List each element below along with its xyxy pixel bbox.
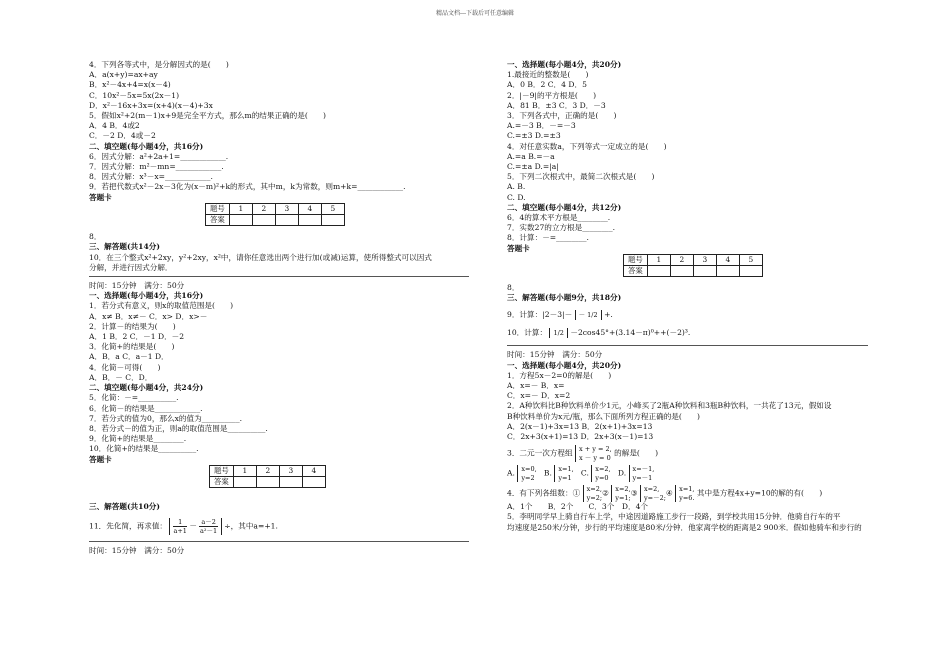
answer-card-title: 答题卡 xyxy=(89,192,112,202)
answer-line: 8． xyxy=(89,232,102,242)
option: C.=±a D.=|a| xyxy=(507,162,559,172)
fraction-group: $\frac{1}{a+1}$ － $\frac{a-2}{\text{a²－1}}$ xyxy=(169,518,221,535)
right-column xyxy=(507,60,887,533)
equation-system: x=2, y=1; xyxy=(611,485,630,502)
question-6: 6．化简－的结果是____________. xyxy=(89,403,203,413)
fraction: $\frac{a-2}{\text{a²－1}}$ xyxy=(200,518,218,536)
answer-line: 8． xyxy=(507,283,520,293)
answer-card-table xyxy=(205,203,345,226)
answer-cell[interactable] xyxy=(716,266,739,277)
section-heading: 三、解答题(每小题9分，共18分) xyxy=(507,293,622,303)
question-4: 4．下列各等式中，是分解因式的是( ) xyxy=(89,60,229,69)
answer-cell[interactable] xyxy=(321,215,344,226)
question-4: 4．化简－可得( ) xyxy=(89,362,161,372)
option: B．x²－4x+4=x(x－4) xyxy=(89,80,171,90)
answer-cell[interactable] xyxy=(229,215,252,226)
option: A.=a B.=－a xyxy=(507,151,555,161)
question-2-cont: B种饮料单价为x元/瓶，那么下面所列方程正确的是( ) xyxy=(507,411,701,421)
bracket-term: － 1/2 xyxy=(575,310,602,320)
table-header-cell: 5 xyxy=(321,203,344,214)
question-1: 1．若分式有意义，则x的取值范围是( ) xyxy=(89,301,234,311)
divider xyxy=(507,345,868,346)
table-row-label: 答案 xyxy=(206,215,230,226)
table-header-cell: 3 xyxy=(275,203,298,214)
option: A．0 B．2 C．4 D．5 xyxy=(507,80,587,90)
answer-cell[interactable] xyxy=(739,266,762,277)
question-5: 5．假如x²+2(m－1)x+9是完全平方式，那么m的结果正确的是( ) xyxy=(89,111,326,121)
question-3: 3．下列各式中，正确的是( ) xyxy=(507,111,617,121)
question-text: ÷，其中a=+1. xyxy=(224,521,278,531)
answer-cell[interactable] xyxy=(647,266,670,277)
question-6: 6．4的算术平方根是________. xyxy=(507,213,611,223)
table-header-cell: 4 xyxy=(302,465,325,476)
option: A．x≠ B．x≠－ C．x> D．x>－ xyxy=(89,311,208,321)
table-header-cell: 3 xyxy=(693,254,716,265)
equation-system: x=2, y=2; xyxy=(583,485,602,502)
answer-cell[interactable] xyxy=(256,476,279,487)
time-score: 时间：15分钟 满分：50分 xyxy=(89,281,185,291)
page-header: 精品文档---下载后可任意编辑 xyxy=(435,10,515,17)
equation-system: x=1, y=1 xyxy=(554,465,573,482)
table-header-cell: 2 xyxy=(256,465,279,476)
question-10: 10．在三个整式x²+2xy，y²+2xy，x²中，请你任意选出两个进行加(或减)运算，使所得整式可以因式 xyxy=(89,252,432,262)
section-heading: 一、选择题(每小题4分，共16分) xyxy=(89,291,204,301)
section-heading: 二、填空题(每小题4分，共16分) xyxy=(89,141,204,151)
answer-card-table xyxy=(209,465,326,488)
table-header-cell: 题号 xyxy=(206,203,230,214)
question-3-options: A. x=0, y=2 B. x=1, y=1 C. x=2, y=0 D. x=－1, y=－1 xyxy=(507,465,655,482)
question-1: 1.最接近的整数是( ) xyxy=(507,70,589,80)
option: C.=±3 D.=±3 xyxy=(507,131,561,141)
table-header-cell: 3 xyxy=(279,465,302,476)
answer-cell[interactable] xyxy=(670,266,693,277)
equation-system: x=1, y=6. xyxy=(675,485,694,502)
question-8: 8．因式分解：x³－x=____________. xyxy=(89,172,213,182)
table-row-label: 答案 xyxy=(210,476,234,487)
question-9: 9．计算：|2－3|－ － 1/2 +. xyxy=(507,309,613,319)
section-heading: 一、选择题(每小题4分，共20分) xyxy=(507,360,622,370)
question-5: 5．李明同学早上骑自行车上学，中途因道路施工步行一段路，到学校共用15分钟．他骑自行车的平 xyxy=(507,512,841,522)
option: A．x=－ B．x= xyxy=(507,380,565,390)
table-header-cell: 2 xyxy=(252,203,275,214)
question-5: 5．化简：－=__________. xyxy=(89,393,179,403)
left-column xyxy=(89,60,489,557)
question-10-cont: 分解，并进行因式分解． xyxy=(89,262,173,272)
table-row-label: 答案 xyxy=(624,266,648,277)
option: C．2x+3(x+1)=13 D．2x+3(x－1)=13 xyxy=(507,431,654,441)
option: A．1 B．2 C．－1 D．－2 xyxy=(89,332,185,342)
table-header-cell: 1 xyxy=(647,254,670,265)
section-heading: 三、解答题(共14分) xyxy=(89,242,160,252)
answer-cell[interactable] xyxy=(252,215,275,226)
table-header-cell: 4 xyxy=(298,203,321,214)
section-heading: 二、填空题(每小题4分，共24分) xyxy=(89,383,204,393)
table-header-cell: 题号 xyxy=(210,465,234,476)
question-4: 4．有下列各组数：① x=2, y=2; ② x=2, y=1; ③ x=2, y=－2; ④ x=1, y=6. 其中是方程4x+y=10的解的有( ) xyxy=(507,485,823,502)
question-2: 2．|－9|的平方根是( ) xyxy=(507,90,597,100)
question-9: 9．化简+的结果是________. xyxy=(89,434,187,444)
question-8: 8．计算：－=________. xyxy=(507,233,589,243)
question-11 xyxy=(89,518,489,535)
option: A．B．a C．a－1 D． xyxy=(89,352,169,362)
question-6: 6．因式分解：a²+2a+1=____________. xyxy=(89,151,229,161)
table-header-cell: 1 xyxy=(229,203,252,214)
section-heading: 三、解答题(共10分) xyxy=(89,502,160,512)
section-heading: 一、选择题(每小题4分，共20分) xyxy=(507,60,622,69)
question-5-cont: 均速度是250米/分钟，步行的平均速度是80米/分钟．他家离学校的距离是2 900米．假如他骑车和步行的 xyxy=(507,522,862,532)
answer-cell[interactable] xyxy=(233,476,256,487)
question-5: 5．下列二次根式中，最简二次根式是( ) xyxy=(507,172,655,182)
divider xyxy=(89,541,469,542)
option: A．a(x+y)=ax+ay xyxy=(89,70,158,80)
time-score: 时间：15分钟 满分：50分 xyxy=(89,546,185,556)
question-10: 10．化简+的结果是__________. xyxy=(89,444,199,454)
table-header-cell: 4 xyxy=(716,254,739,265)
question-9: 9．若把代数式x²－2x－3化为(x－m)²+k的形式，其中m，k为常数，则m+k=____________. xyxy=(89,182,406,192)
question-1: 1．方程5x－2=0的解是( ) xyxy=(507,370,612,380)
equation-system: x=2, y=－2; xyxy=(640,485,666,502)
option: C. D. xyxy=(507,192,526,202)
option: D．x²－16x+3x=(x+4)(x－4)+3x xyxy=(89,100,213,110)
question-7: 7．因式分解：m²－mn=____________. xyxy=(89,162,224,172)
option: C．－2 D．4或－2 xyxy=(89,131,156,141)
question-8: 8．若分式－的值为正，则a的取值范围是__________. xyxy=(89,423,268,433)
equation-system: x=－1, y=－1 xyxy=(629,465,655,482)
table-header-cell: 1 xyxy=(233,465,256,476)
answer-cell[interactable] xyxy=(693,266,716,277)
equation-system: x=0, y=2 xyxy=(517,465,536,482)
divider xyxy=(89,276,469,277)
time-score: 时间：15分钟 满分：50分 xyxy=(507,350,603,360)
option: A．81 B．±3 C．3 D．－3 xyxy=(507,100,606,110)
question-3: 3．化简+的结果是( ) xyxy=(89,342,175,352)
option: A．1个 B．2个 C．3个 D．4个 xyxy=(507,502,649,512)
question-2: 2．计算－的结果为( ) xyxy=(89,321,176,331)
bracket-term: 1/2 xyxy=(549,328,567,338)
answer-cell[interactable] xyxy=(279,476,302,487)
answer-cell[interactable] xyxy=(298,215,321,226)
table-header-cell: 5 xyxy=(739,254,762,265)
fraction: $\frac{1}{a+1}$ xyxy=(173,518,187,536)
option: A．2(x－1)+3x=13 B．2(x+1)+3x=13 xyxy=(507,421,653,431)
option: A.=－3 B．－=－3 xyxy=(507,121,576,131)
answer-card-table xyxy=(623,254,763,277)
answer-cell[interactable] xyxy=(302,476,325,487)
option: C．x=－ D．x=2 xyxy=(507,391,571,401)
option: A．4 B．4或2 xyxy=(89,121,140,131)
answer-cell[interactable] xyxy=(275,215,298,226)
equation-system: x + y = 2, x － y = 0 xyxy=(575,445,612,462)
question-7: 7．若分式的值为0，那么x的值为__________. xyxy=(89,413,243,423)
question-7: 7．实数27的立方根是________. xyxy=(507,223,616,233)
table-header-cell: 题号 xyxy=(624,254,648,265)
answer-card-title: 答题卡 xyxy=(507,243,530,253)
equation-system: x=2, y=0 xyxy=(591,465,610,482)
question-3: 3．二元一次方程组 x + y = 2, x － y = 0 的解是( ) xyxy=(507,445,659,462)
question-10: 10．计算： 1/2 －2cos45°+(3.14－π)⁰++(－2)³. xyxy=(507,328,691,338)
section-heading: 二、填空题(每小题4分，共12分) xyxy=(507,202,622,212)
option: C．10x²－5x=5x(2x－1) xyxy=(89,90,180,100)
option: A．B．－ C．D． xyxy=(89,372,153,382)
question-2: 2．A种饮料比B种饮料单价少1元，小峰买了2瓶A种饮料和3瓶B种饮料，一共花了13元，假如设 xyxy=(507,401,832,411)
option: A. B. xyxy=(507,182,526,192)
answer-card-title: 答题卡 xyxy=(89,454,112,464)
question-4: 4．对任意实数a，下列等式一定成立的是( ) xyxy=(507,141,667,151)
question-text: 11．先化简，再求值： xyxy=(89,521,168,531)
table-header-cell: 2 xyxy=(670,254,693,265)
